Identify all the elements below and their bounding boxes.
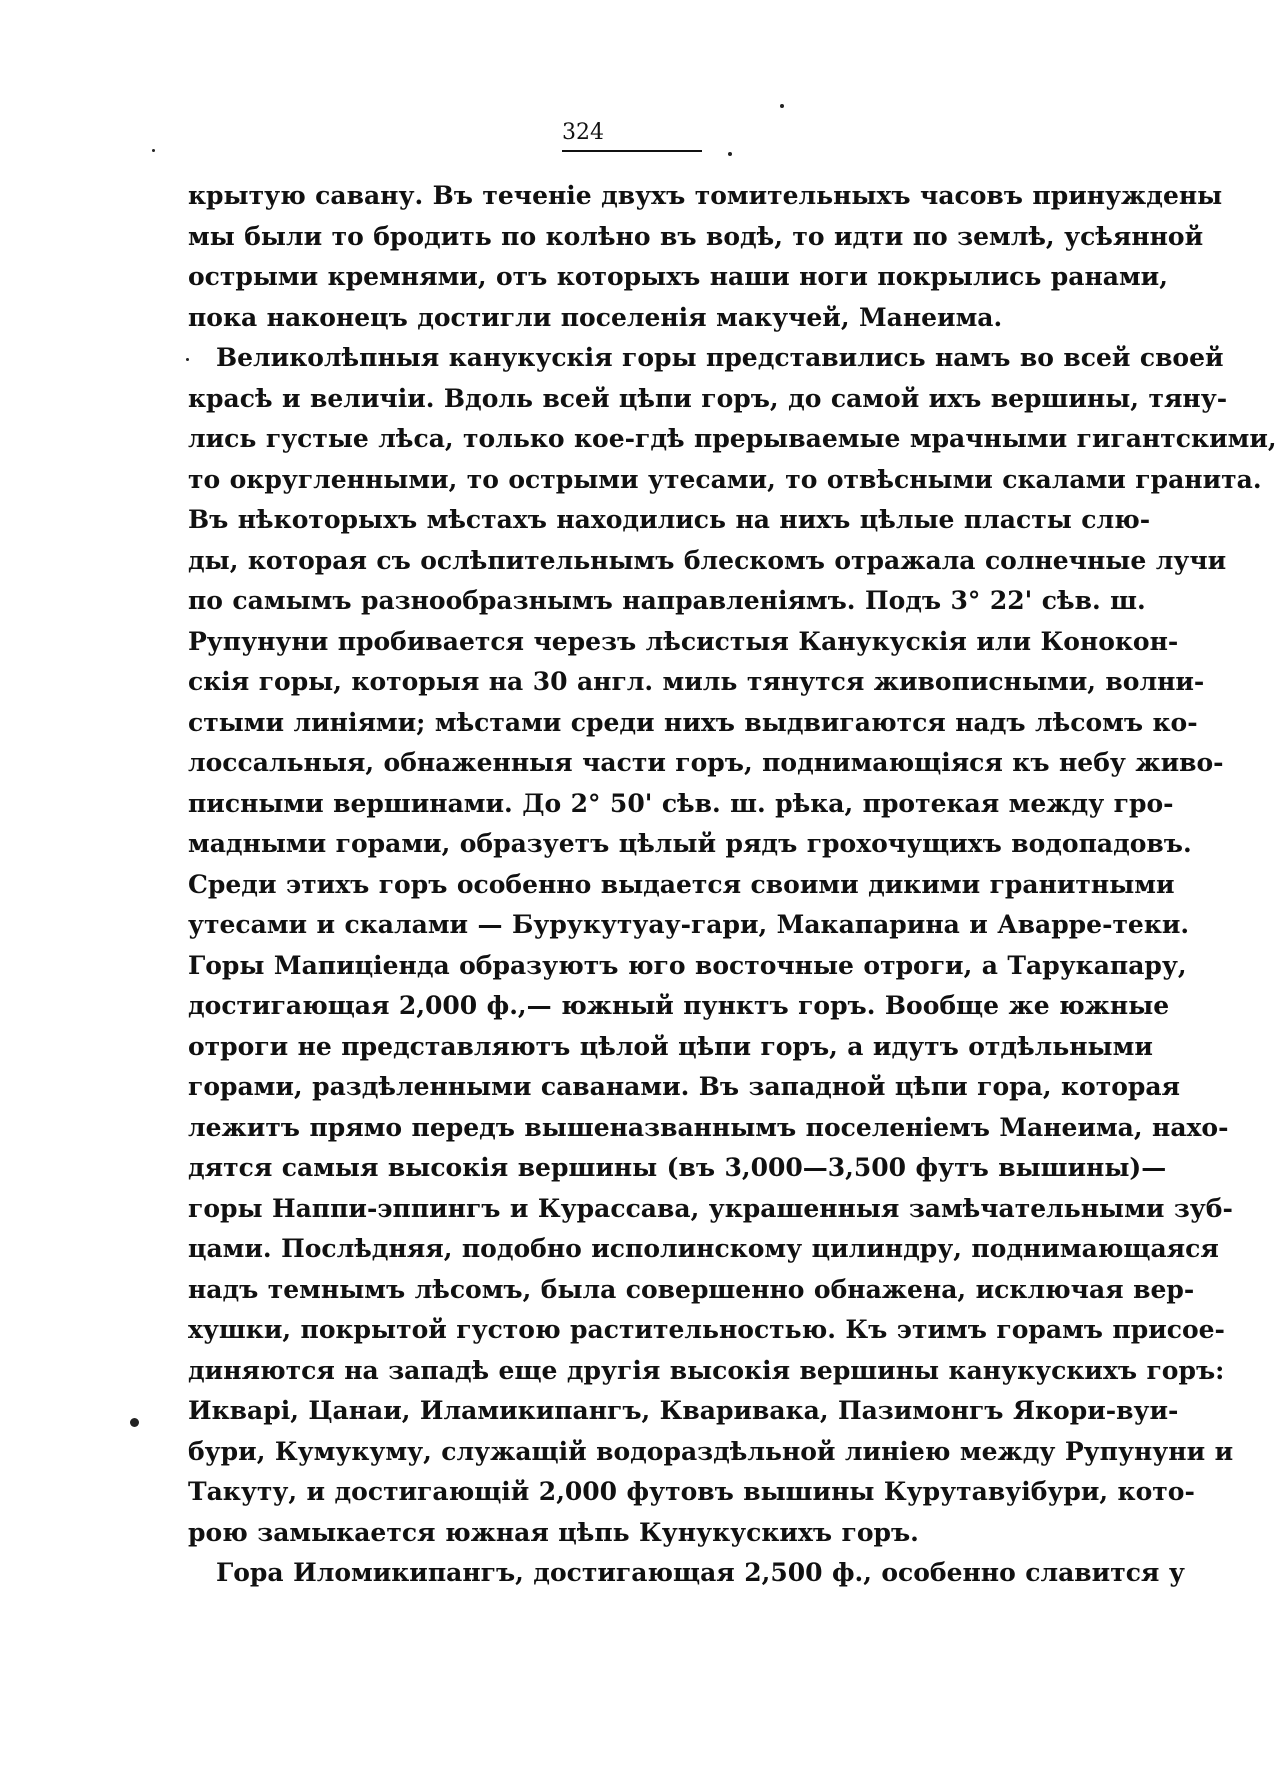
- text-line: горы Наппи-эппингъ и Курассава, украшенныя замѣчательными зуб-: [188, 1193, 1233, 1223]
- text-line: мадными горами, образуетъ цѣлый рядъ грохочущихъ водопадовъ.: [188, 829, 1192, 858]
- text-line: Икварі, Цанаи, Иламикипангъ, Кваривака, Пазимонгъ Якори-вуи-: [188, 1396, 1179, 1425]
- text-line: Горы Мапиціенда образуютъ юго восточные отроги, а Тарукапару,: [188, 950, 1187, 980]
- text-line: надъ темнымъ лѣсомъ, была совершенно обнажена, исключая вер-: [188, 1274, 1195, 1304]
- text-line: лежитъ прямо передъ вышеназваннымъ поселеніемъ Манеима, нахо-: [188, 1112, 1229, 1142]
- text-line: скія горы, которыя на 30 англ. миль тянутся живописными, волни-: [188, 667, 1205, 696]
- text-line: пока наконецъ достигли поселенія макучей, Манеима.: [188, 302, 1003, 332]
- print-speck: [186, 358, 189, 361]
- text-line: хушки, покрытой густою растительностью. Къ этимъ горамъ присое-: [188, 1315, 1225, 1344]
- text-line: цами. Послѣдняя, подобно исполинскому цилиндру, поднимающаяся: [188, 1234, 1219, 1263]
- text-line: острыми кремнями, отъ которыхъ наши ноги покрылись ранами,: [188, 262, 1168, 291]
- text-line: отроги не представляютъ цѣлой цѣпи горъ, а идутъ отдѣльными: [188, 1031, 1153, 1061]
- print-speck: [728, 152, 732, 156]
- text-line: достигающая 2,000 ф.,— южный пунктъ горъ. Вообще же южные: [188, 991, 1170, 1020]
- text-line: утесами и скалами — Бурукутуау-гари, Макапарина и Аварре-теки.: [188, 910, 1190, 939]
- print-speck: [152, 149, 155, 152]
- text-line: рою замыкается южная цѣпь Кунукускихъ горъ.: [188, 1517, 919, 1547]
- text-line: Такуту, и достигающій 2,000 футовъ вышины Курутавуібури, кото-: [188, 1477, 1195, 1506]
- text-line: Въ нѣкоторыхъ мѣстахъ находились на нихъ цѣлые пласты слю-: [188, 505, 1151, 534]
- text-line: крытую савану. Въ теченіе двухъ томительныхъ часовъ принуждены: [188, 181, 1223, 210]
- text-line: писными вершинами. До 2° 50' сѣв. ш. рѣка, протекая между гро-: [188, 788, 1174, 818]
- text-line: стыми линіями; мѣстами среди нихъ выдвигаются надъ лѣсомъ ко-: [188, 707, 1198, 737]
- paragraph-first-line: Великолѣпныя канукускія горы представились намъ во всей своей: [216, 343, 1224, 372]
- text-line: ды, которая съ ослѣпительнымъ блескомъ отражала солнечные лучи: [188, 545, 1227, 575]
- print-speck: [780, 104, 784, 108]
- body-text: [188, 176, 1277, 1594]
- text-line: диняются на западѣ еще другія высокія вершины канукускихъ горъ:: [188, 1355, 1225, 1385]
- text-line: Среди этихъ горъ особенно выдается своими дикими гранитными: [188, 869, 1175, 899]
- text-line: красѣ и величіи. Вдоль всей цѣпи горъ, до самой ихъ вершины, тяну-: [188, 383, 1228, 413]
- text-line: по самымъ разнообразнымъ направленіямъ. Подъ 3° 22' сѣв. ш.: [188, 586, 1146, 615]
- print-speck: [130, 1418, 139, 1427]
- text-line: мы были то бродить по колѣно въ водѣ, то идти по землѣ, усѣянной: [188, 221, 1204, 251]
- text-line: бури, Кумукуму, служащій водораздѣльной линіею между Рупунуни и: [188, 1436, 1234, 1466]
- text-line: лоссальныя, обнаженныя части горъ, поднимающіяся къ небу живо-: [188, 748, 1224, 777]
- page-number: 324: [562, 120, 604, 145]
- text-line: горами, раздѣленными саванами. Въ западной цѣпи гора, которая: [188, 1072, 1181, 1101]
- text-line: дятся самыя высокія вершины (въ 3,000—3,500 футъ вышины)—: [188, 1153, 1167, 1182]
- text-line: Рупунуни пробивается черезъ лѣсистыя Канукускія или Конокон-: [188, 626, 1179, 656]
- text-line: лись густые лѣса, только кое-гдѣ прерываемые мрачными гигантскими,: [188, 424, 1277, 453]
- paragraph-first-line: Гора Иломикипангъ, достигающая 2,500 ф., особенно славится у: [216, 1558, 1185, 1587]
- page-number-rule: [562, 150, 702, 152]
- text-line: то округленными, то острыми утесами, то отвѣсными скалами гранита.: [188, 464, 1262, 494]
